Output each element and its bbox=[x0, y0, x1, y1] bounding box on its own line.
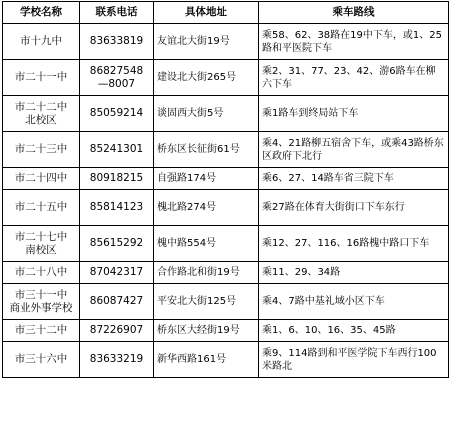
phone-cell: 85059214 bbox=[80, 96, 154, 132]
address-cell: 桥东区大经街19号 bbox=[154, 320, 259, 342]
header-bus-route: 乘车路线 bbox=[259, 2, 449, 24]
table-row bbox=[3, 96, 449, 132]
route-cell: 乘2、31、77、23、42、游6路车在柳六下车 bbox=[259, 60, 449, 96]
school-name-cell: 市三十一中 商业外事学校 bbox=[3, 284, 80, 320]
route-cell: 乘4、7路中基礼域小区下车 bbox=[259, 284, 449, 320]
header-school-name: 学校名称 bbox=[3, 2, 80, 24]
phone-cell: 80918215 bbox=[80, 168, 154, 190]
route-cell: 乘58、62、38路在19中下车，或1、25路和平医院下车 bbox=[259, 24, 449, 60]
route-cell: 乘1路车到终局站下车 bbox=[259, 96, 449, 132]
address-cell: 桥东区长征街61号 bbox=[154, 132, 259, 168]
address-cell: 自强路174号 bbox=[154, 168, 259, 190]
table-row bbox=[3, 24, 449, 60]
phone-cell: 85814123 bbox=[80, 190, 154, 226]
table-row bbox=[3, 284, 449, 320]
school-name-cell: 市二十一中 bbox=[3, 60, 80, 96]
address-cell: 槐中路554号 bbox=[154, 226, 259, 262]
school-name-cell: 市三十二中 bbox=[3, 320, 80, 342]
school-name-cell: 市二十七中 南校区 bbox=[3, 226, 80, 262]
table-row bbox=[3, 190, 449, 226]
address-cell: 友谊北大街19号 bbox=[154, 24, 259, 60]
route-cell: 乘9、114路到和平医学院下车西行100米路北 bbox=[259, 342, 449, 378]
phone-cell: 86087427 bbox=[80, 284, 154, 320]
address-cell: 谈固西大街5号 bbox=[154, 96, 259, 132]
phone-cell: 85615292 bbox=[80, 226, 154, 262]
table-header-row bbox=[3, 2, 449, 24]
header-address: 具体地址 bbox=[154, 2, 259, 24]
route-cell: 乘12、27、116、16路槐中路口下车 bbox=[259, 226, 449, 262]
route-cell: 乘11、29、34路 bbox=[259, 262, 449, 284]
phone-cell: 85241301 bbox=[80, 132, 154, 168]
address-cell: 合作路北和街19号 bbox=[154, 262, 259, 284]
route-cell: 乘27路在体育大街街口下车东行 bbox=[259, 190, 449, 226]
address-cell: 槐北路274号 bbox=[154, 190, 259, 226]
school-name-cell: 市二十二中 北校区 bbox=[3, 96, 80, 132]
address-cell: 建设北大街265号 bbox=[154, 60, 259, 96]
table-row bbox=[3, 226, 449, 262]
bus-route-table bbox=[2, 1, 449, 378]
table-row bbox=[3, 342, 449, 378]
school-name-cell: 市十九中 bbox=[3, 24, 80, 60]
school-name-cell: 市二十八中 bbox=[3, 262, 80, 284]
header-phone: 联系电话 bbox=[80, 2, 154, 24]
table-row bbox=[3, 320, 449, 342]
table-row bbox=[3, 60, 449, 96]
phone-cell: 87226907 bbox=[80, 320, 154, 342]
school-name-cell: 市二十三中 bbox=[3, 132, 80, 168]
school-name-cell: 市二十四中 bbox=[3, 168, 80, 190]
phone-cell: 83633819 bbox=[80, 24, 154, 60]
phone-cell: 86827548 —8007 bbox=[80, 60, 154, 96]
table-row bbox=[3, 168, 449, 190]
school-name-cell: 市三十六中 bbox=[3, 342, 80, 378]
route-cell: 乘6、27、14路车省三院下车 bbox=[259, 168, 449, 190]
route-cell: 乘1、6、10、16、35、45路 bbox=[259, 320, 449, 342]
table-row bbox=[3, 132, 449, 168]
address-cell: 平安北大街125号 bbox=[154, 284, 259, 320]
address-cell: 新华西路161号 bbox=[154, 342, 259, 378]
phone-cell: 87042317 bbox=[80, 262, 154, 284]
phone-cell: 83633219 bbox=[80, 342, 154, 378]
table-row bbox=[3, 262, 449, 284]
school-name-cell: 市二十五中 bbox=[3, 190, 80, 226]
route-cell: 乘4、21路柳五宿舍下车，或乘43路桥东区政府下北行 bbox=[259, 132, 449, 168]
